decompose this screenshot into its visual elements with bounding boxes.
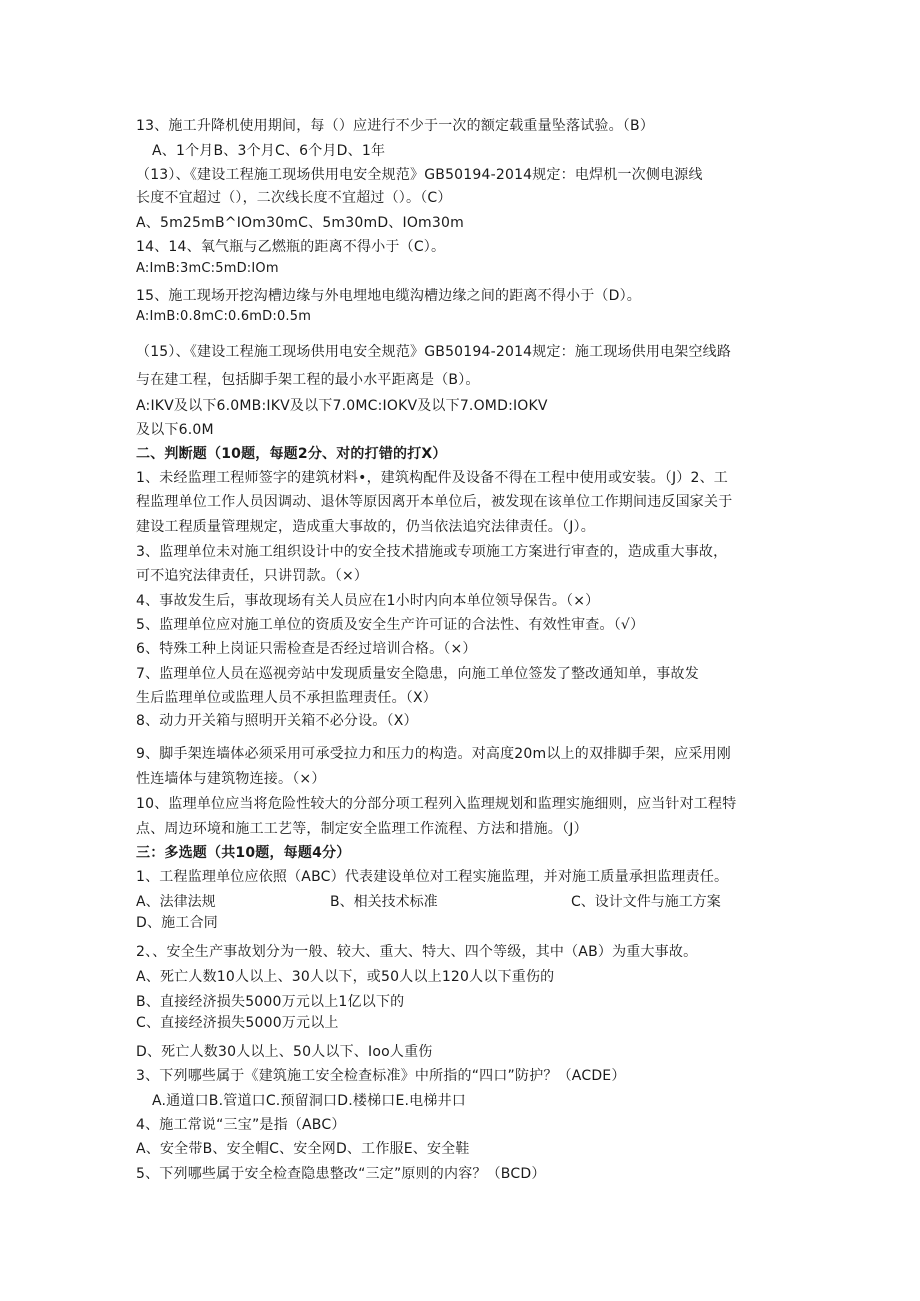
mc-q4-stem: 4、施工常说“三宝”是指（ABC）: [136, 1117, 346, 1133]
mc-q1-stem: 1、工程监理单位应依照（ABC）代表建设单位对工程实施监理，并对施工质量承担监理责任。: [136, 869, 729, 885]
q13b-welder-line1: （13）、《建设工程施工现场供用电安全规范》GB50194-2014规定：电焊机一次侧电源线: [136, 167, 703, 183]
q15b-overhead-line1: （15）、《建设工程施工现场供用电安全规范》GB50194-2014规定：施工现场供用电架空线路: [136, 344, 732, 360]
q13-options: A、1个月B、3个月C、6个月D、1年: [152, 143, 386, 159]
q13b-welder-line2: 长度不宜超过（），二次线长度不宜超过（）。（C）: [136, 190, 452, 206]
mc-q2-option-b: B、直接经济损失5000万元以上1亿以下的: [136, 994, 405, 1010]
tf-q8: 8、动力开关箱与照明开关箱不必分设。（X）: [136, 713, 418, 729]
tf-q6: 6、特殊工种上岗证只需检查是否经过培训合格。（×）: [136, 641, 477, 657]
mc-q1-option-d: D、施工合同: [136, 915, 218, 931]
tf-q9-line2: 性连墙体与建筑物连接。（×）: [136, 771, 326, 787]
mc-q2-stem: 2、、安全生产事故划分为一般、较大、重大、特大、四个等级，其中（AB）为重大事故。: [136, 944, 698, 960]
tf-q9-line1: 9、脚手架连墙体必须采用可承受拉力和压力的构造。对高度20m以上的双排脚手架，应采用刚: [136, 746, 731, 762]
mc-q2-option-c: C、直接经济损失5000万元以上: [136, 1015, 339, 1031]
tf-q7-line2: 生后监理单位或监理人员不承担监理责任。（X）: [136, 690, 437, 706]
mc-q5-stem: 5、下列哪些属于安全检查隐患整改“三定”原则的内容？（BCD）: [136, 1166, 546, 1182]
mc-q3-options: A.通道口B.管道口C.预留洞口D.楼梯口E.电梯井口: [152, 1093, 466, 1109]
tf-q1-line1: 1、未经监理工程师签字的建筑材料•，建筑构配件及设备不得在工程中使用或安装。（J）2、工: [136, 470, 728, 486]
tf-q2-line1: 程监理单位工作人员因调动、退休等原因离开本单位后，被发现在该单位工作期间违反国家关于: [136, 494, 733, 510]
mc-q1-option-a: A、法律法规: [136, 894, 216, 910]
q15b-options-line2: 及以下6.0M: [136, 422, 214, 438]
tf-q5: 5、监理单位应对施工单位的资质及安全生产许可证的合法性、有效性审查。（√）: [136, 617, 645, 633]
tf-q10-line1: 10、监理单位应当将危险性较大的分部分项工程列入监理规划和监理实施细则，应当针对工程特: [136, 796, 737, 812]
mc-q3-stem: 3、下列哪些属于《建筑施工安全检查标准》中所指的“四口”防护？（ACDE）: [136, 1068, 626, 1084]
q15b-options-line1: A:IKV及以下6.0MB:IKV及以下7.0MC:IOKV及以下7.OMD:IOKV: [136, 398, 548, 414]
q14-options: A:ImB:3mC:5mD:IOm: [136, 261, 279, 276]
section-multi-choice-heading: 三：多选题（共10题，每题4分）: [136, 845, 351, 861]
q14-cylinder: 14、14、氧气瓶与乙燃瓶的距离不得小于（C）。: [136, 239, 446, 255]
tf-q7-line1: 7、监理单位人员在巡视旁站中发现质量安全隐患，向施工单位签发了整改通知单，事故发: [136, 666, 699, 682]
tf-q4: 4、事故发生后，事故现场有关人员应在1小时内向本单位领导保告。（×）: [136, 593, 600, 609]
q13-lift-test: 13、施工升降机使用期间，每（）应进行不少于一次的额定载重量坠落试验。（B）: [136, 118, 655, 134]
tf-q10-line2: 点、周边环境和施工工艺等，制定安全监理工作流程、方法和措施。（J）: [136, 821, 588, 837]
mc-q2-option-d: D、死亡人数30人以上、50人以下、Ioo人重伤: [136, 1044, 433, 1060]
section-true-false-heading: 二、判断题（10题，每题2分、对的打错的打X）: [136, 446, 447, 462]
tf-q3-line2: 可不追究法律责任，只讲罚款。（×）: [136, 568, 369, 584]
q15b-overhead-line2: 与在建工程，包括脚手架工程的最小水平距离是（B）。: [136, 372, 480, 388]
mc-q1-option-b: B、相关技术标准: [330, 894, 438, 910]
q13b-options: A、5m25mB^IOm30mC、5m30mD、IOm30m: [136, 215, 464, 231]
mc-q1-option-c: C、设计文件与施工方案: [571, 894, 721, 910]
tf-q3-line1: 3、监理单位未对施工组织设计中的安全技术措施或专项施工方案进行审查的，造成重大事故，: [136, 544, 728, 560]
q15-options: A:ImB:0.8mC:0.6mD:0.5m: [136, 309, 312, 324]
tf-q2-line2: 建设工程质量管理规定，造成重大事故的，仍当依法追究法律责任。（J）。: [136, 519, 595, 535]
mc-q4-options: A、安全带B、安全帽C、安全网D、工作服E、安全鞋: [136, 1141, 470, 1157]
mc-q2-option-a: A、死亡人数10人以上、30人以下，或50人以上120人以下重伤的: [136, 969, 555, 985]
q15-trench: 15、施工现场开挖沟槽边缘与外电埋地电缆沟槽边缘之间的距离不得小于（D）。: [136, 288, 641, 304]
